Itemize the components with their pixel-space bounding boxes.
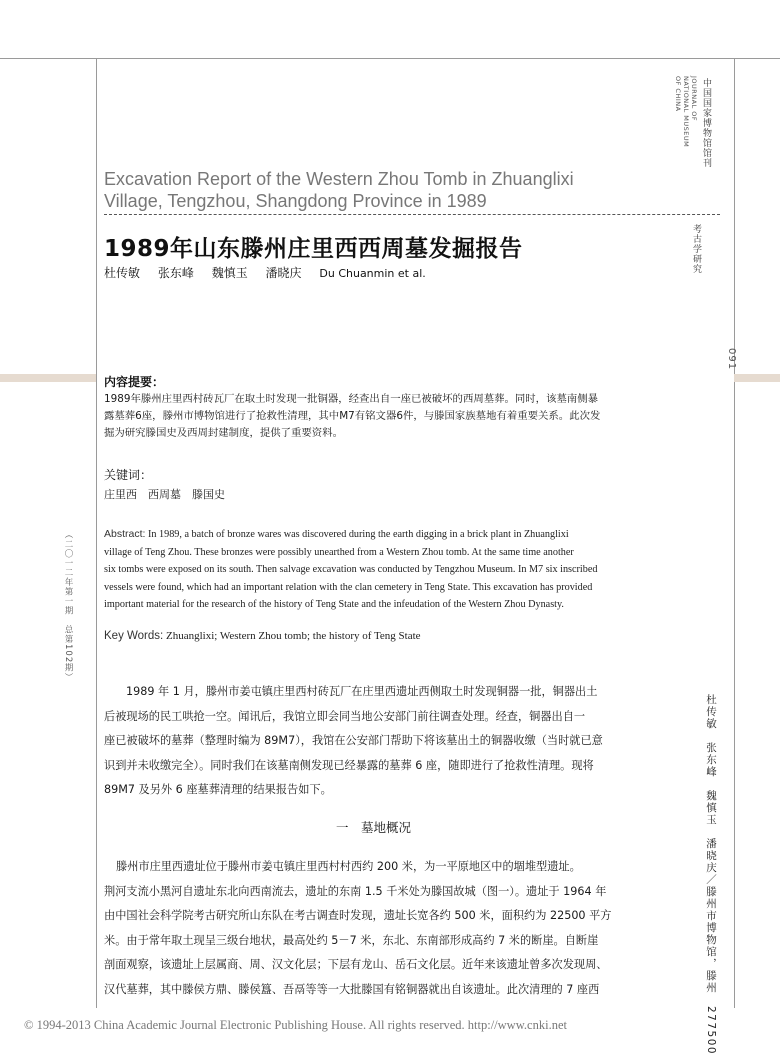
- summary-line: 露墓葬6座，滕州市博物馆进行了抢救性清理，其中M7有铭文器6件，与滕国家族墓地有着重要关系。此次发: [104, 410, 601, 422]
- left-color-band: [0, 374, 96, 382]
- author-line: [104, 264, 440, 281]
- side-authors: 杜传敏 张东峰 魏慎玉 潘晓庆／滕州市博物馆，滕州 277500: [705, 694, 717, 1056]
- abstract-text: In 1989, a batch of bronze wares was discovered during the earth digging in a brick plant in Zhuanglixi: [147, 529, 569, 540]
- section-heading: 一 墓地概况: [336, 820, 412, 835]
- keywords-heading: 关键词：: [104, 468, 153, 482]
- intro-line: 座已被破坏的墓葬（整理时编为 89M7），我馆在公安部门帮助下将该墓出土的铜器收缴（当时就已意: [104, 734, 603, 747]
- title-english: [104, 168, 724, 212]
- section-line: 荆河支流小黑河自遗址东北向西南流去，遗址的东南 1.5 千米处为滕国故城（图一）。遗址于 1964 年: [104, 884, 607, 898]
- right-color-band: [734, 374, 780, 382]
- title-english-line-1: Excavation Report of the Western Zhou Tomb in Zhuanglixi: [104, 169, 574, 189]
- summary-heading: 内容提要：: [104, 375, 165, 389]
- left-margin-rule: [96, 58, 97, 1008]
- copyright-footer: © 1994-2013 China Academic Journal Electronic Publishing House. All rights reserved. http://www.cnki.net: [24, 1018, 567, 1032]
- intro-line: 后被现场的民工哄抢一空。闻讯后，我馆立即会同当地公安部门前往调查处理。经查，铜器出自一: [104, 709, 586, 723]
- summary-line: 掘为研究滕国史及西周封建制度，提供了重要资料。: [104, 427, 343, 439]
- abstract-line: important material for the research of the history of Teng State and the infeudation of the Western Zhou Dynasty.: [104, 599, 564, 610]
- intro-line: 1989 年 1 月，滕州市姜屯镇庄里西村砖瓦厂在庄里西遗址西侧取土时发现铜器一批，铜器出土: [126, 685, 598, 698]
- journal-name-cn: 中国国家博物馆馆刊: [701, 78, 711, 168]
- title-divider: [104, 214, 720, 215]
- summary-text: [104, 391, 644, 442]
- section-line: 由中国社会科学院考古研究所山东队在考古调查时发现，遗址长宽各约 500 米，面积约为 22500 平方: [104, 909, 612, 922]
- author-name: 潘晓庆: [265, 266, 302, 280]
- page-number: 091: [726, 348, 737, 371]
- section-paragraph: [104, 855, 654, 1002]
- author-name: 张东峰: [157, 266, 194, 280]
- title-chinese: 1989年山东滕州庄里西西周墓发掘报告: [104, 236, 523, 262]
- journal-section: 考古学研究: [691, 224, 701, 274]
- section-line: 滕州市庄里西遗址位于滕州市姜屯镇庄里西村村西约 200 米，为一平原地区中的堌堆型遗址。: [116, 860, 581, 873]
- abstract-label: Abstract:: [104, 528, 146, 540]
- keywords-english-text: Zhuanglixi; Western Zhou tomb; the history of Teng State: [165, 630, 421, 642]
- intro-line: 识到并未收缴完全）。同时我们在该墓南侧发现已经暴露的墓葬 6 座，随即进行了抢救性清理。现将: [104, 758, 594, 772]
- author-name: 杜传敏: [104, 266, 141, 280]
- abstract-line: [104, 526, 649, 544]
- journal-name-en: JOURNAL OF NATIONAL MUSEUM OF CHINA: [674, 76, 698, 148]
- issue-info: （二〇一二年第一期 总第102期）: [63, 530, 73, 683]
- keywords-english-label: Key Words:: [104, 630, 164, 642]
- keywords-english: [104, 630, 421, 642]
- section-line: 汉代墓葬，其中滕侯方鼎、滕侯簋、吾鬲等等一大批滕国有铭铜器就出自该遗址。此次清理的 7 座西: [104, 982, 600, 996]
- right-margin-rule: [734, 58, 735, 1008]
- abstract: [104, 526, 649, 614]
- abstract-line: six tombs were exposed on its south. Then salvage excavation was conducted by Tengzhou Museum. In M7 six inscribed: [104, 564, 598, 575]
- intro-paragraph: [104, 680, 654, 803]
- section-line: 剖面观察，该遗址上层属商、周、汉文化层；下层有龙山、岳石文化层。近年来该遗址曾多次发现周、: [104, 958, 608, 971]
- abstract-line: village of Teng Zhou. These bronzes were possibly unearthed from a Western Zhou tomb. At the same time another: [104, 546, 574, 558]
- author-name: 魏慎玉: [211, 266, 248, 280]
- keywords-text: 庄里西 西周墓 滕国史: [104, 488, 225, 501]
- intro-line: 89M7 及另外 6 座墓葬清理的结果报告如下。: [104, 783, 332, 796]
- summary-line: 1989年滕州庄里西村砖瓦厂在取土时发现一批铜器，经查出自一座已被破坏的西周墓葬。同时，该墓南侧暴: [104, 393, 599, 405]
- title-english-line-2: Village, Tengzhou, Shangdong Province in 1989: [104, 191, 487, 211]
- author-name-en: Du Chuanmin et al.: [319, 267, 426, 280]
- section-line: 米。由于常年取土现呈三级台地状，最高处约 5－7 米，东北、东南部形成高约 7 米的断崖。自断崖: [104, 933, 599, 947]
- abstract-line: vessels were found, which had an important relation with the clan cemetery in Teng State. This excavation has provided: [104, 581, 593, 593]
- top-rule: [0, 58, 780, 59]
